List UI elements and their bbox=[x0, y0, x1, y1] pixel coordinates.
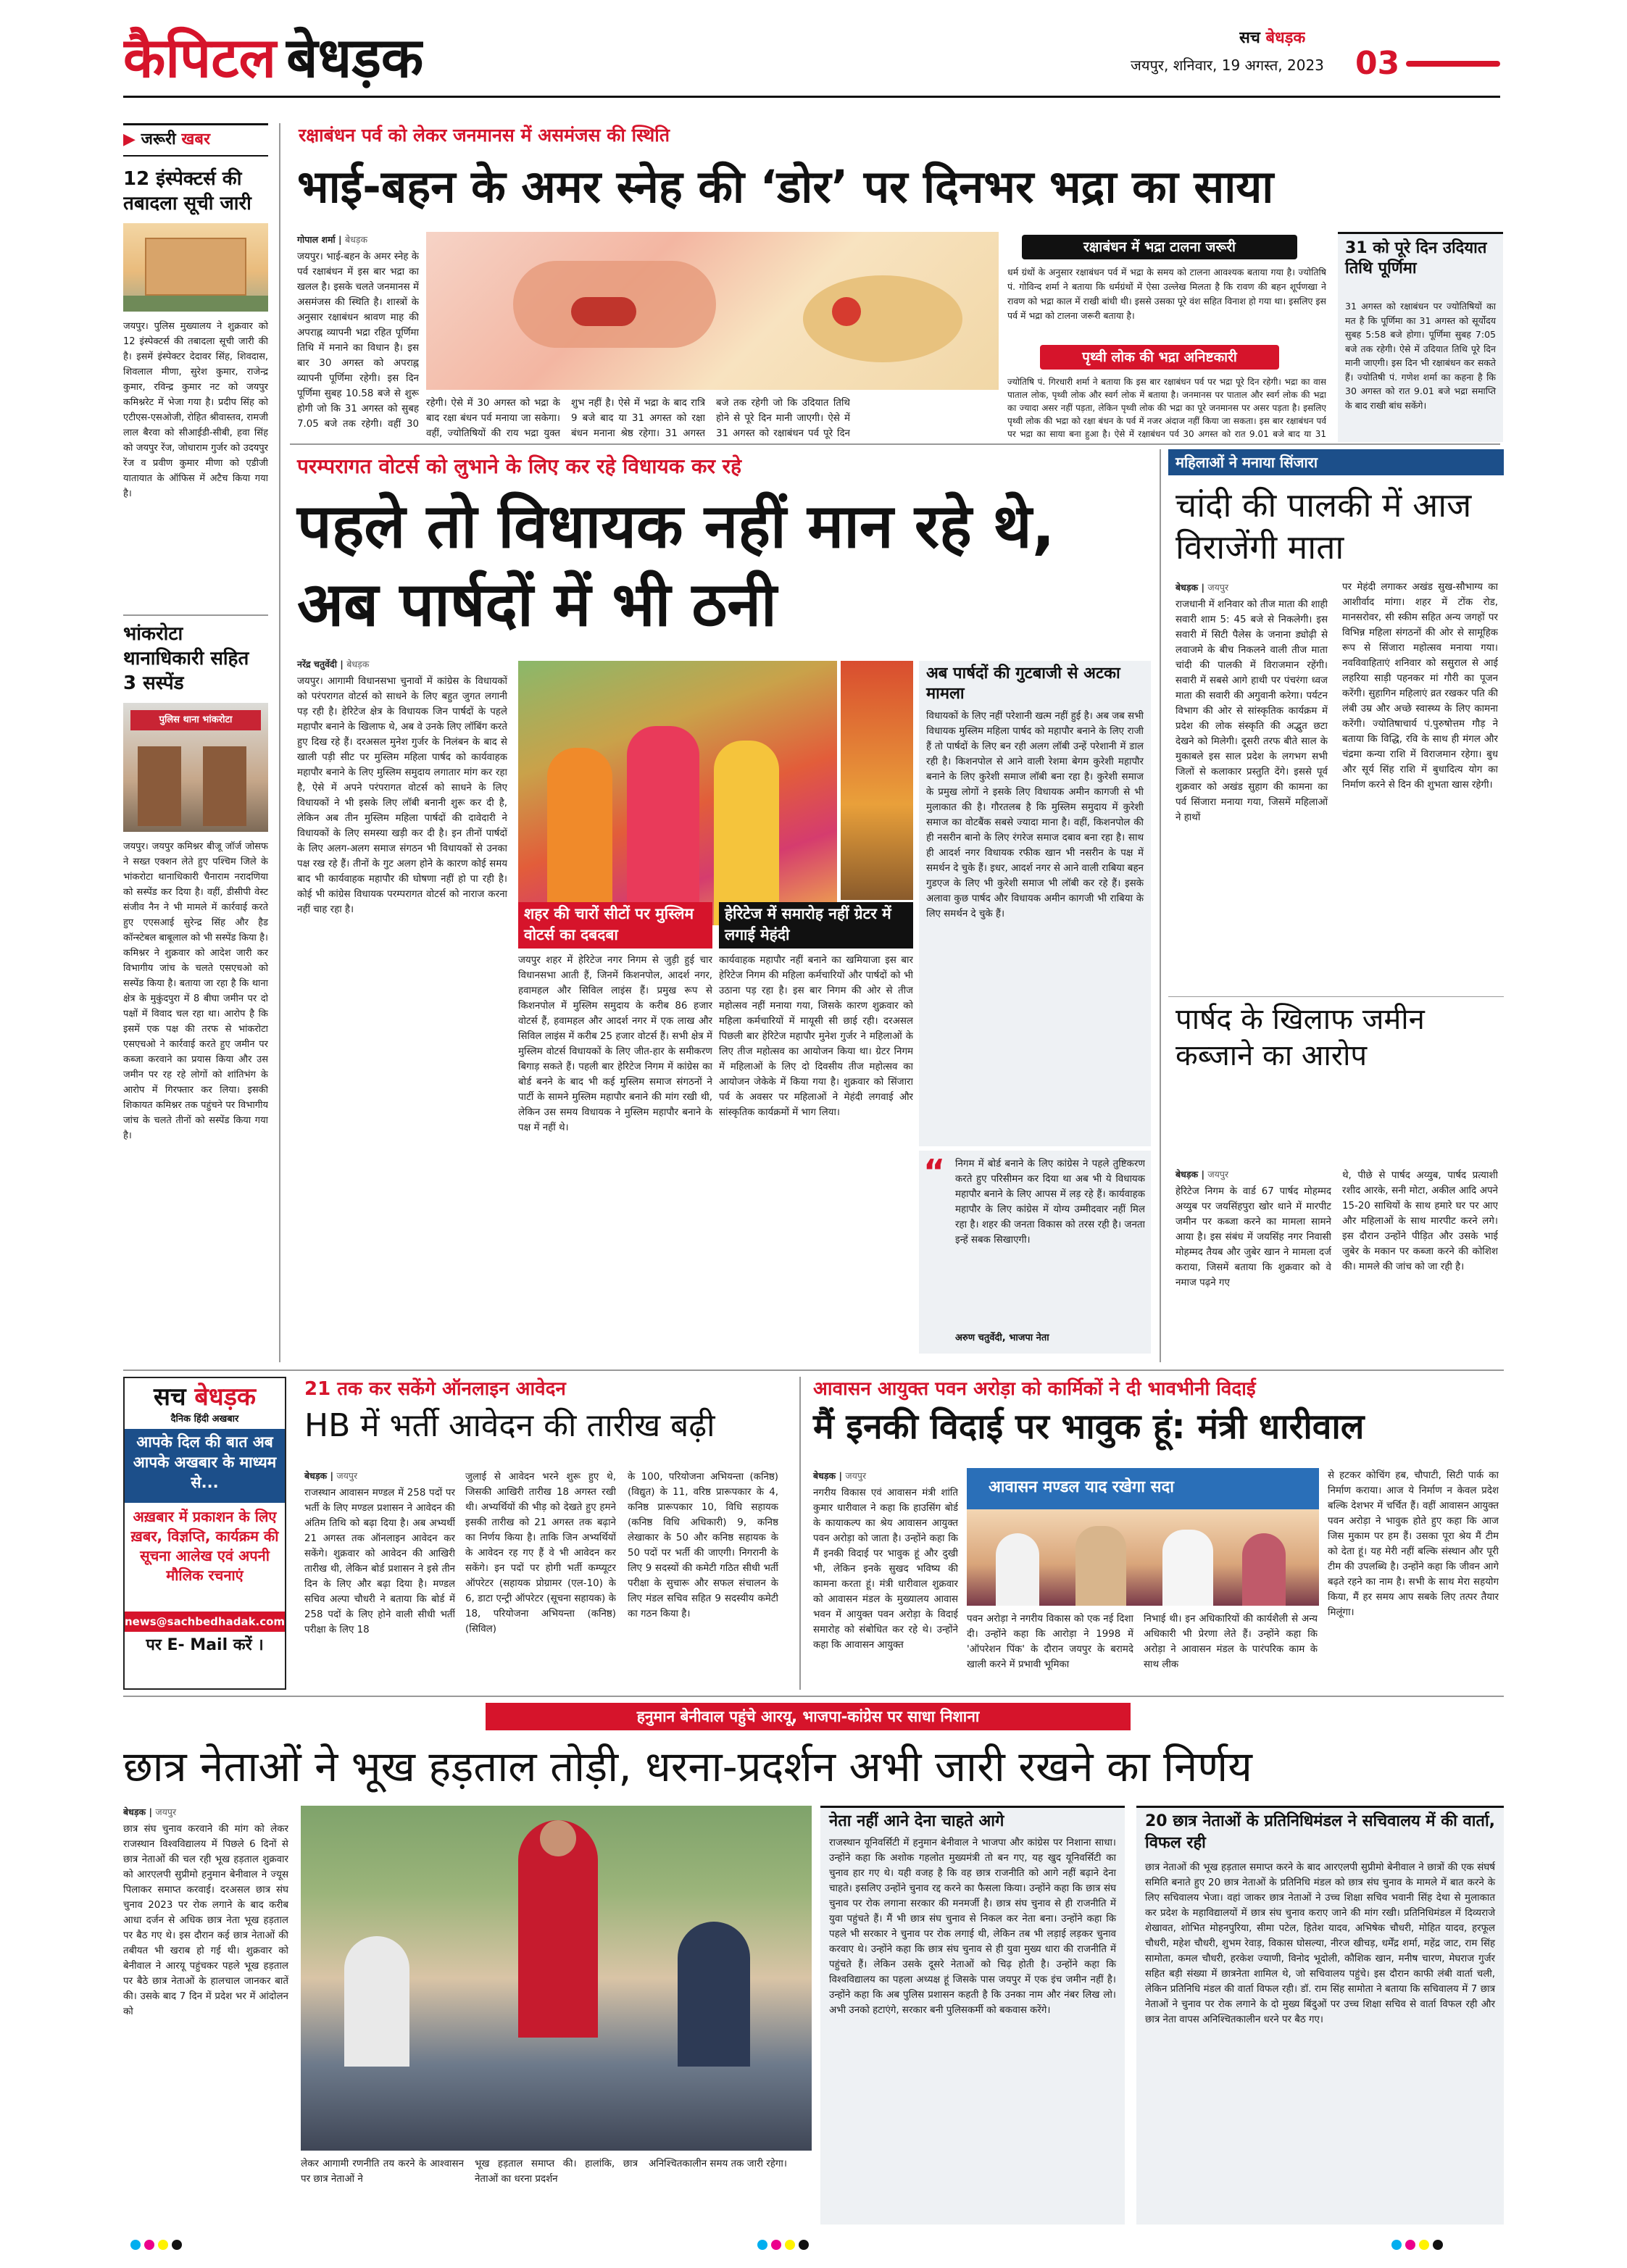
farewell-col1: नगरीय विकास एवं आवासन मंत्री शांति कुमार धारीवाल ने कहा कि हाउसिंग बोर्ड के कायाकल्प का श्रेय आवासन आयुक्त पवन अरोड़ा को जाता है। उन्होंने कहा कि मैं इनकी विदाई पर भावुक हूं और दुखी भी, लेकिन इनके सुखद भविष्य की कामना करता हूं। मंत्री धारीवाल शुक्रवार को आवासन मंडल के मुख्यालय आवास भवन में आयुक्त पवन अरोड़ा के विदाई समारोह को संबोधित कर रहे थे। उन्होंने कहा कि आवासन आयुक्त bbox=[813, 1488, 958, 1651]
votes-quote-box bbox=[919, 1151, 1151, 1354]
byline-name: बेधड़क bbox=[813, 1470, 836, 1481]
rakhi-side-body: 31 अगस्त को रक्षाबंधन पर ज्योतिषियों का मत है कि पूर्णिमा का 31 अगस्त को सूर्योदय सुबह 5:58 बजे होगा। पूर्णिमा सुबह 7:05 बजे तक रहेगी। ऐसे में उदियात तिथि पूरे दिन मानी जाएगी। इस दिन भी रक्षाबंधन कर सकते हैं। ज्योतिषी पं. गणेश शर्मा का कहना है कि 30 अगस्त को रात 9.01 बजे भद्रा समाप्ति के बाद राखी बांध सकेंगे। bbox=[1345, 301, 1496, 411]
byline-name: बेधड़क bbox=[1175, 1169, 1199, 1180]
rule-5 bbox=[123, 1696, 1504, 1697]
hb-story bbox=[297, 1377, 797, 1690]
byline-city: जयपुर bbox=[155, 1806, 177, 1817]
color-dots-right bbox=[1391, 2239, 1478, 2254]
promo-line1: आपके दिल की बात अब आपके अखबार के माध्यम से... bbox=[125, 1429, 285, 1503]
land-col2: थे, पीछे से पार्षद अय्युब, पार्षद प्रत्याशी रशीद आरके, सनी मोटा, अकील आदि अपने 15-20 साथियों के साथ हमारे घर पर आए और महिलाओं के साथ मारपीट करने लगे। इस दौरान उन्होंने पीड़ित और उसके भाई जुबेर के मकान पर कब्जा करने की कोशिश की। मामले की जांच को जा रही है। bbox=[1342, 1170, 1498, 1272]
land-story bbox=[1168, 1168, 1504, 1362]
votes-box bbox=[919, 661, 1151, 1146]
votes-photo-body1: जयपुर शहर में हेरिटेज नगर निगम से जुड़ी हुई चार विधानसभा आती हैं, जिनमें किशनपोल, आदर्श नगर, हवामहल और सिविल लाइंस हैं। प्रमुख रूप से किशनपोल में मुस्लिम समुदाय के करीब 86 हजार वोटर्स हैं, हवामहल और आदर्श नगर में एक लाख और सिविल लाइंस में करीब 25 हजार वोटर्स हैं। सभी क्षेत्र में मुस्लिम वोटर्स विधायकों के लिए जीत-हार के समीकरण बिगाड़ सकते हैं। पहली बार हेरिटेज निगम में कांग्रेस का बोर्ड बनने के बाद भी कई मुस्लिम समाज संगठनों ने पार्टी के सामने मुस्लिम महापौर बनाने की मांग रखी थी, लेकिन उस समय विधायक ने मुस्लिम महापौर बनाने के पक्ष में नहीं थे। bbox=[518, 955, 712, 1133]
rakhi-box1-title: रक्षाबंधन में भद्रा टालना जरूरी bbox=[1022, 235, 1297, 259]
byline-city: जयपुर bbox=[1207, 582, 1229, 593]
hb-kicker: 21 तक कर सकेंगे ऑनलाइन आवेदन bbox=[304, 1378, 566, 1400]
sidebar-story1-body: जयपुर। पुलिस मुख्यालय ने शुक्रवार को 12 इंस्पेक्टर्स की तबादला सूची जारी की है। इसमें इंस्पेक्टर देदावर सिंह, शिवदास, शिवलाल मीणा, सुरेश कुमार, राजेन्द्र कुमार, रविन्द्र कुमार नट को जयपुर कमिश्नरेट में भेजा गया है। प्रदीप सिंह को एटीएस-एसओजी, रोहित श्रीवास्तव, रामजी लाल बैरवा को सीआईडी-सीबी, हवा सिंह को जयपुर रेंज, जोधाराम गुर्जर को उदयपुर रेंज व प्रवीण कुमार मीणा को एडीजी यातायात के ऑफिस में अटैच किया गया है। bbox=[123, 321, 268, 499]
byline-paper: बेधड़क bbox=[346, 659, 370, 670]
sinjara-col2: पर मेहंदी लगाकर अखंड सुख-सौभाग्य का आशीर्वाद मांगा। शहर में टोंक रोड, मानसरोवर, सी स्कीम सहित अन्य जगहों पर विभिन्न महिला संगठनों की ओर से सामूहिक रूप से सिंजारा महोत्सव मनाया गया। नवविवाहिताएं शनिवार को ससुराल से आई लहरिया साड़ी पहनकर मां गौरी का पूजन करेंगी। सुहागिन महिलाएं व्रत रखकर पति की लंबी उम्र और अच्छे स्वास्थ्य के लिए कामना करेंगी। ज्योतिषाचार्य पं.पुरुषोत्तम गौड़ ने बताया कि विद्धि, रवि के साथ ही मंगल और चंद्रमा कन्या राशि में विराजमान रहेगा। बुध और सूर्य सिंह राशि में बुधादित्य योग का निर्माण करने से दिन की शुभता खास रहेगी। bbox=[1342, 582, 1498, 791]
rakhi-headline: भाई-बहन के अमर स्नेह की ‘डोर’ पर दिनभर भद्रा का साया bbox=[297, 160, 1274, 213]
quote-icon: “ bbox=[923, 1152, 946, 1191]
students-box2-body: छात्र नेताओं की भूख हड़ताल समाप्त करने के बाद आरएलपी सुप्रीमो बेनीवाल ने छात्रों की एक संघर्ष समिति बनाते हुए 20 छात्र नेताओं के प्रतिनिधि मंडल को छात्र संघ चुनाव के मामले में बात करने के लिए सचिवालय भेजा। वहां जाकर छात्र नेताओं ने उच्च शिक्षा सचिव भवानी सिंह देथा से मुलाकात कर प्रदेश के महाविद्यालयों में छात्र संघ चुनाव कराए जाने की मांग रखी। प्रतिनिधिमंडल में दिव्यराजे शेखावत, शोभित मोहनपुरिया, सीमा पटेल, हितेश यादव, अभिषेक चौधरी, मोहित यादव, हरफूल चौधरी, महेश चौधरी, शुभम रेवाड़, विकास घोसल्या, नीरज खीचड़, धर्मेंद्र शर्मा, महेंद्र जाट, राम सिंह सामोता, कमल चौधरी, हरकेश ज्याणी, विनोद भूदोली, कौशिक खान, मनीष चारण, मेघराज गुर्जर सहित बड़ी संख्या में छात्रनेता शामिल थे, जो सचिवालय पहुंचे। इस दौरान काफी लंबी वार्ता चली, लेकिन प्रतिनिधि मंडल की वार्ता विफल रही। डॉ. राम सिंह सामोता ने बताया कि सचिवालय में 7 छात्र नेताओं ने चुनाव पर रोक लगाने के दो मुख्य बिंदुओं पर उच्च शिक्षा सचिव से वार्ता विफल रही और छात्र नेता वापस अनिश्चितकालीन धरने पर बैठ गए। bbox=[1145, 1862, 1495, 2025]
teej-caption1-box bbox=[518, 902, 712, 949]
masthead-title-part1: कैपिटल bbox=[123, 25, 277, 90]
sinjara-byline: बेधड़क | जयपुर bbox=[1175, 582, 1229, 593]
students-col3: भूख हड़ताल समाप्त की। हालांकि, छात्र नेताओं का धरना प्रदर्शन bbox=[475, 2159, 638, 2185]
rule-2 bbox=[1160, 449, 1161, 1362]
sinjara-tag-label: महिलाओं ने मनाया सिंजारा bbox=[1175, 454, 1318, 471]
hb-col2: जुलाई से आवेदन भरने शुरू हुए थे, जिसकी आखिरी तारीख 18 अगस्त रखी थी। अभ्यर्थियों की भीड़ को देखते हुए हमने इसकी तारीख को 21 अगस्त तक बढ़ाने का निर्णय किया है। ताकि जिन अभ्यर्थियों के आवेदन रह गए हैं वे भी आवेदन कर सकेंगे। इन पदों पर होगी भर्ती कम्प्यूटर ऑपरेटर (सहायक प्रोग्रामर (एल-10) के 6, डाटा एन्ट्री ऑपरेटर (सूचना सहायक) के 18, परियोजना अभियन्ता (कनिष्ठ) (सिविल) bbox=[465, 1472, 616, 1635]
farewell-story bbox=[806, 1377, 1504, 1690]
land-byline: बेधड़क | जयपुर bbox=[1175, 1169, 1229, 1180]
students-kicker: हनुमान बेनीवाल पहुंचे आरयू, भाजपा-कांग्रेस पर साधा निशाना bbox=[486, 1703, 1131, 1730]
sidebar-header-prefix: जरूरी bbox=[141, 130, 176, 149]
students-col2: लेकर आगामी रणनीति तय करने के आश्वासन पर छात्र नेताओं ने bbox=[301, 2159, 464, 2185]
teej-photo-2 bbox=[841, 661, 913, 900]
rakhi-sidebox bbox=[1338, 232, 1503, 442]
sidebar-header-suffix: खबर bbox=[181, 130, 210, 149]
votes-kicker: परम्परागत वोटर्स को लुभाने के लिए कर रहे विधायक कर रहे bbox=[297, 454, 741, 478]
hb-byline: बेधड़क | जयपुर bbox=[304, 1470, 358, 1481]
students-headline: छात्र नेताओं ने भूख हड़ताल तोड़ी, धरना-प्रदर्शन अभी जारी रखने का निर्णय bbox=[123, 1742, 1252, 1791]
farewell-headline: मैं इनकी विदाई पर भावुक हूं: मंत्री धारीवाल bbox=[813, 1406, 1365, 1447]
teej-caption2-box bbox=[719, 902, 913, 949]
byline-name: बेधड़क bbox=[123, 1806, 146, 1817]
promo-email[interactable]: news@sachbedhadak.com bbox=[125, 1612, 285, 1632]
students-photo bbox=[301, 1806, 812, 2151]
hb-headline: HB में भर्ती आवेदन की तारीख बढ़ी bbox=[304, 1407, 715, 1444]
farewell-byline: बेधड़क | जयपुर bbox=[813, 1470, 867, 1481]
sidebar-story2-body: जयपुर। जयपुर कमिश्नर बीजू जॉर्ज जोसफ ने सख्त एक्शन लेते हुए पश्चिम जिले के भांकरोटा थानाधिकारी चैनाराम नरादणिया को सस्पेंड कर दिया है। वहीं, डीसीपी वेस्ट संजीव नैन ने भी मामले में कार्रवाई करते हुए एएसआई सुरेन्द्र सिंह और हैड कॉन्स्टेबल बाबूलाल को भी सस्पेंड किया है। कमिश्नर ने शुक्रवार को आदेश जारी कर विभागीय जांच के चलते एसएचओ को सस्पेंड किया है। बताया जा रहा है कि थाना क्षेत्र के मुकुंदपुरा में 8 बीघा जमीन पर दो पक्षों में विवाद चल रहा था। आरोप है कि इसमें एक पक्ष की तरफ से भांकरोटा एसएचओ ने कार्रवाई करते हुए जमीन पर कब्जा करवाने का प्रयास किया और उस जमीन पर रह रहे लोगों को शांतिभंग के आरोप में गिरफ्तार कर लिया। इसकी शिकायत कमिश्नर तक पहुंचने पर विभागीय जांच के चलते तीनों को सस्पेंड किया गया है। bbox=[123, 841, 268, 1141]
masthead-title bbox=[123, 22, 423, 94]
farewell-kicker: आवासन आयुक्त पवन अरोड़ा को कार्मिकों ने दी भावभीनी विदाई bbox=[813, 1378, 1256, 1400]
sidebar-header bbox=[123, 123, 268, 157]
police-hq-photo bbox=[123, 223, 268, 312]
farewell-col3: निभाई थी। इन अधिकारियों की कार्यशैली से अन्य अधिकारी भी प्रेरणा लेते हैं। उन्होंने कहा कि अरोड़ा ने आवासन मंडल के पारंपरिक काम के साथ लीक bbox=[1144, 1614, 1318, 1670]
students-box2-title: 20 छात्र नेताओं के प्रतिनिधिमंडल ने सचिवालय में की वार्ता, विफल रही bbox=[1145, 1812, 1496, 1852]
farewell-col2: पवन अरोड़ा ने नगरीय विकास को एक नई दिशा दी। उन्होंने कहा कि आरोड़ा ने 1998 में 'ऑपरेशन पिंक' के दौरान जयपुर के बरामदे खाली करने में प्रभावी भूमिका bbox=[967, 1614, 1133, 1670]
masthead bbox=[0, 0, 1627, 109]
sinjara-tag bbox=[1168, 449, 1504, 475]
rule-4 bbox=[799, 1377, 801, 1690]
page-number: 03 bbox=[1355, 45, 1400, 82]
byline-name: बेधड़क bbox=[304, 1470, 328, 1481]
byline-name: नरेंद्र चतुर्वेदी bbox=[297, 659, 337, 670]
police-station-photo bbox=[123, 703, 268, 832]
color-dots-center bbox=[757, 2239, 844, 2254]
votes-photo-caption1: शहर की चारों सीटों पर मुस्लिम वोटर्स का दबदबा bbox=[524, 905, 694, 943]
votes-quote: निगम में बोर्ड बनाने के लिए कांग्रेस ने पहले तुष्टिकरण करते हुए परिसीमन कर दिया था अब भी ये विधायक महापौर बनाने के लिए आपस में लड़ रहे हैं। कार्यवाहक महापौर के लिए कांग्रेस में योग्य उम्मीदवार नहीं मिल रहा है। शहर की जनता विकास को तरस रही है। जनता इन्हें सबक सिखाएगी। bbox=[955, 1159, 1145, 1246]
votes-quote-author: अरुण चतुर्वेदी, भाजपा नेता bbox=[955, 1333, 1049, 1343]
teej-photo bbox=[518, 661, 837, 925]
byline-city: जयपुर bbox=[336, 1470, 358, 1481]
promo-box bbox=[123, 1377, 286, 1690]
sidebar-story1-title: 12 इंस्पेक्टर्स की तबादला सूची जारी bbox=[123, 168, 251, 214]
rakhi-side-title: 31 को पूरे दिन उदियात तिथि पूर्णिमा bbox=[1345, 239, 1487, 278]
promo-brand1: सच bbox=[153, 1383, 186, 1412]
sidebar-rule bbox=[279, 123, 280, 1362]
dateline: जयपुर, शनिवार, 19 अगस्त, 2023 bbox=[1131, 57, 1324, 74]
students-byline: बेधड़क | जयपुर bbox=[123, 1806, 177, 1817]
byline-paper: बेधड़क bbox=[344, 234, 368, 245]
pen-decoration bbox=[1406, 61, 1500, 67]
students-box2 bbox=[1136, 1806, 1504, 2225]
hb-col3: के 100, परियोजना अभियन्ता (कनिष्ठ) (विद्युत) के 11, वरिष्ठ प्रारूपकार के 4, कनिष्ठ प्रारूपकार 10, विधि सहायक (कनिष्ठ विधि अधिकारी) 9, कनिष्ठ लेखाकार के 50 और कनिष्ठ सहायक के 50 पदों पर भर्ती की जाएगी। निगरानी के लिए 9 सदस्यों की कमेटी गठित सीधी भर्ती परीक्षा के सुचारू और सफल संचालन के लिए मंडल सचिव सहित 9 सदस्यीय कमेटी का गठन किया है। bbox=[628, 1472, 778, 1619]
byline-name: बेधड़क bbox=[1175, 582, 1199, 593]
promo-brand2: बेधड़क bbox=[194, 1383, 257, 1412]
rakhi-col2: रहेगी। ऐसे में 30 अगस्त को भद्रा के बाद रक्षा बंधन पर्व मनाया जा सकेगा। वहीं, ज्योतिषियों की राय भद्रा युक्त bbox=[426, 398, 560, 439]
rakhi-byline: गोपाल शर्मा | बेधड़क bbox=[297, 234, 368, 245]
votes-photo-body2: कार्यवाहक महापौर नहीं बनाने का खमियाजा इस बार हेरिटेज निगम की महिला कर्मचारियों और पार्षदों को भी उठाना पड़ रहा है। इस बार निगम की ओर से तीज महोत्सव नहीं मनाया गया, जिसके कारण शुक्रवार को महिला कर्मचारियों में मायूसी सी छाई रही। दरअसल पिछली बार हेरिटेज महापौर मुनेश गुर्जर ने महिलाओं के लिए तीज महोत्सव का आयोजन किया था। ग्रेटर निगम में महिलाओं के लिए दो दिवसीय तीज महोत्सव का आयोजन जेकेके में किया गया है। शुक्रवार को सिंजारा पर्व के अवसर पर महिलाओं ने मेहंदी लगवाई और सांस्कृतिक कार्यक्रमों में भाग लिया। bbox=[719, 955, 913, 1118]
sinjara-rule bbox=[1168, 996, 1504, 997]
byline-city: जयपुर bbox=[1207, 1169, 1229, 1180]
farewell-banner-text: आवासन मण्डल याद रखेगा सदा bbox=[989, 1478, 1174, 1496]
farewell-photo bbox=[967, 1468, 1319, 1606]
votes-headline: पहले तो विधायक नहीं मान रहे थे, अब पार्षदों में भी ठनी bbox=[297, 491, 1055, 640]
hb-col1: राजस्थान आवासन मण्डल में 258 पदों पर भर्ती के लिए मण्डल प्रशासन ने आवेदन की अंतिम तिथि को बढ़ा दिया है। अब अभ्यर्थी 21 अगस्त तक ऑनलाइन आवेदन कर सकेंगे। शुक्रवार को आवेदन की आखिरी तारीख थी, लेकिन बोर्ड प्रशासन ने इसे तीन दिन के लिए और बढ़ा दिया है। मण्डल सचिव अल्पा चौधरी ने बताया कि बोर्ड में 258 पदों के लिए होने वाली सीधी भर्ती परीक्षा के लिए 18 bbox=[304, 1488, 455, 1635]
rakhi-box2-body: ज्योतिषि पं. गिरधारी शर्मा ने बताया कि इस बार रक्षाबंधन पर्व पर भद्रा पूरे दिन रहेगी। भद्रा का वास पाताल लोक, पृथ्वी लोक और स्वर्ग लोक में बताया है। जनमानस पर पाताल और स्वर्ग लोक की भद्रा का ज्यादा असर नहीं पड़ता, लेकिन पृथ्वी लोक की भद्रा का पूरे जनमानस पर असर पड़ता है। इसलिए पृथ्वी लोक की भद्रा को रक्षा बंधन के पर्व में नजर अंदाज नहीं किया जा सकता। इस बार रक्षाबंधन पर्व पर भद्रा का साया बना हुआ है। ऐसे में रक्षाबंधन पर्व 30 अगस्त को रात 9.01 बजे बाद या 31 bbox=[1007, 377, 1326, 439]
votes-story bbox=[290, 449, 1156, 1362]
students-box1 bbox=[820, 1806, 1125, 2225]
sinjara-story bbox=[1168, 449, 1504, 1087]
police-station-sign: पुलिस थाना भांकरोटा bbox=[130, 710, 261, 730]
rakhi-col1: जयपुर। भाई-बहन के अमर स्नेह के पर्व रक्षाबंधन में इस बार भद्रा का खलल है। इसके चलते जनमानस में असमंजस की स्थिति है। शास्त्रों के अनुसार रक्षाबंधन श्रावण माह की अपराह्न व्यापनी भद्रा रहित पूर्णिमा तिथि में मनाने का विधान है। इस बार 30 अगस्त को अपराह्न व्यापनी पूर्णिमा रहेगी। इस दिन पूर्णिमा सुबह 10.58 बजे से शुरू होगी जो कि 31 अगस्त को सुबह 7.05 बजे तक रहेगी। वहीं 30 bbox=[297, 251, 419, 430]
students-box1-body: राजस्थान यूनिवर्सिटी में हनुमान बेनीवाल ने भाजपा और कांग्रेस पर निशाना साधा। उन्होंने कहा कि अशोक गहलोत मुख्यमंत्री तो बन गए, यह खुद यूनिवर्सिटी का चुनाव हार गए थे। यही वजह है कि वह छात्र राजनीति को आगे नहीं बढ़ाने देना चाहते। इसलिए उन्होंने चुनाव रद्द करने का फैसला किया। उन्होंने कहा कि छात्र संघ चुनाव पर रोक लगाना सरकार की मनमर्जी है। छात्र संघ चुनाव से ही राजनीति में युवा पहुंचते हैं। मैं भी छात्र संघ चुनाव से निकल कर नेता बना। उन्होंने कहा कि पहले भी सरकार ने चुनाव पर रोक लगाई थी, लेकिन तब भी लड़ाई लड़कर चुनाव करवाए थे। उन्होंने कहा कि छात्र संघ चुनाव से ही युवा मुख्य धारा की राजनीति में पहुंचते हैं। लेकिन उसके दूसरे नेताओं को चिढ़ होती है। उन्होंने कहा कि विश्वविद्यालय का पहला अध्यक्ष हूं जिसके पास जयपुर में एक इंच जमीन नहीं है। उन्होंने कहा कि अब पुलिस प्रशासन कहती है कि उनका नाम और नंबर लिख लो। अभी उनको हटाएंगे, सरकार बनी पुलिसकर्मी को बकवास करेंगे। bbox=[829, 1838, 1116, 2016]
rule-1 bbox=[290, 443, 1500, 445]
students-col4: अनिश्चितकालीन समय तक जारी रहेगा। bbox=[649, 2159, 787, 2169]
students-story bbox=[123, 1703, 1504, 2225]
brand-suffix: बेधड़क bbox=[1265, 29, 1306, 47]
promo-line2: अख़बार में प्रकाशन के लिए ख़बर, विज्ञप्ति, कार्यक्रम की सूचना आलेख एवं अपनी मौलिक रचनाएं bbox=[130, 1508, 279, 1584]
students-box1-title: नेता नहीं आने देना चाहते आगे bbox=[829, 1812, 1004, 1830]
promo-cta: पर E- Mail करें । bbox=[146, 1636, 264, 1654]
rakhi-story bbox=[290, 123, 1507, 442]
promo-brand bbox=[125, 1378, 285, 1412]
brand-prefix: सच bbox=[1239, 29, 1260, 47]
sinjara-col1: राजधानी में शनिवार को तीज माता की शाही सवारी शाम 5: 45 बजे से निकलेगी। इस सवारी में सिटी पैलेस के जनाना ड्योढ़ी से लवाजमे के बीच निकलने वाली तीज माता चांदी की पालकी में विराजमान रहेंगी। सवारी में सबसे आगे हाथी पर पंचरंगा ध्वज माता की सवारी की अगुवानी करेगा। पर्यटन विभाग की ओर से सांस्कृतिक कार्यक्रम में प्रदेश की लोक संस्कृति की अद्भुत छटा देखने को मिलेगी। दूसरी तरफ बीते साल के मुकाबले इस साल प्रदेश के लगभग सभी जिलों से कलाकार प्रस्तुति देंगे। इससे पूर्व शुक्रवार को अखंड सुहाग की कामना का पर्व सिंजारा मनाया गया, जिसमें महिलाओं ने हाथों bbox=[1175, 599, 1328, 823]
rakhi-kicker: रक्षाबंधन पर्व को लेकर जनमानस में असमंजस की स्थिति bbox=[299, 125, 670, 146]
land-col1: हेरिटेज निगम के वार्ड 67 पार्षद मोहम्मद अय्युब पर जयसिंहपुरा खोर थाने में मारपीट जमीन पर कब्जा करने का मामला सामने आया है। इस संबंध में जयसिंह नगर निवासी मोहम्मद तैयब और जुबेर खान ने मामला दर्ज कराया, जिसमें बताया कि शुक्रवार को वे नमाज पढ़ने गए bbox=[1175, 1186, 1331, 1288]
land-headline: पार्षद के खिलाफ जमीन कब्जाने का आरोप bbox=[1175, 1003, 1425, 1072]
sidebar-divider bbox=[123, 614, 268, 616]
votes-col1: जयपुर। आगामी विधानसभा चुनावों में कांग्रेस के विधायकों को परंपरागत वोटर्स को साधने के लिए बहुत जुगत लगानी पड़ रही है। हेरिटेज क्षेत्र के विधायक जिन पार्षदों के पहले महापौर बनाने के खिलाफ थे, अब वे उनके लिए लॉबिंग करते हुए दिख रहे हैं। दरअसल मुनेश गुर्जर के निलंबन के बाद से खाली पड़ी सीट पर मुस्लिम महिला पार्षद को कार्यवाहक महापौर बनाने के लिए मुस्लिम समुदाय लगातार मांग कर रहा है, ऐसे में अपने परंपरागत वोटर्स को साधने के लिए विधायकों ने भी इसके लिए लॉबी बनानी शुरू कर दी है, लेकिन अब तीन मुस्लिम महिला पार्षदों की दावेदारी ने विधायकों के लिए समस्या खड़ी कर दी है। इन तीनों पार्षदों के लिए अलग-अलग समाज संगठन भी विधायकों से उनका पक्ष रख रहे हैं। तीनों के गुट अलग होने के कारण कोई समय बाद भी कार्यवाहक महापौर की घोषणा नहीं हो पा रही है। कोई भी कांग्रेस विधायक परम्परागत वोटर्स को नाराज करना नहीं चाह रहा है। bbox=[297, 676, 507, 915]
votes-box-title: अब पार्षदों की गुटबाजी से अटका मामला bbox=[926, 664, 1120, 703]
rakhi-col3: शुभ नहीं है। ऐसे में भद्रा के बाद रात्रि 9 बजे बाद या 31 अगस्त को रक्षा बंधन मनाना श्रेष्ठ रहेगा। 31 अगस्त bbox=[571, 398, 705, 439]
rakhi-box2-title: पृथ्वी लोक की भद्रा अनिष्टकारी bbox=[1040, 345, 1279, 370]
byline-name: गोपाल शर्मा bbox=[297, 234, 336, 245]
rakhi-col4: बजे तक रहेगी जो कि उदियात तिथि होने से पूरे दिन मानी जाएगी। ऐसे में 31 अगस्त को रक्षाबंधन पर्व पूरे दिन bbox=[716, 398, 850, 439]
votes-byline: नरेंद्र चतुर्वेदी | बेधड़क bbox=[297, 659, 370, 670]
farewell-col4: से हटकर कोचिंग हब, चौपाटी, सिटी पार्क का निर्माण कराया। आज ये निर्माण न केवल प्रदेश बल्कि देशभर में चर्चित हैं। वहीं आवासन आयुक्त पवन अरोड़ा ने भावुक होते हुए कहा कि आज जिस मुकाम पर हम हैं। उसका पूरा श्रेय मैं टीम को देता हूं। यह मेरी नहीं बल्कि संस्थान और पूरी टीम की उपलब्धि है। उन्होंने कहा कि जीवन आगे बढ़ते रहने का नाम है। सभी के साथ मेरा सहयोग किया, मैं हर समय आप सबके लिए तत्पर तैयार मिलूंगा। bbox=[1328, 1470, 1499, 1618]
byline-city: जयपुर bbox=[845, 1470, 867, 1481]
sidebar-story2-title: भांकरोटा थानाधिकारी सहित 3 सस्पेंड bbox=[123, 623, 249, 694]
color-dots-left bbox=[130, 2239, 217, 2254]
sinjara-headline: चांदी की पालकी में आज विराजेंगी माता bbox=[1175, 485, 1472, 567]
students-col1: छात्र संघ चुनाव करवाने की मांग को लेकर राजस्थान विश्वविद्यालय में पिछले 6 दिनों से छात्र नेताओं की चल रही भूख हड़ताल शुक्रवार को आरएलपी सुप्रीमो हनुमान बेनीवाल ने ज्यूस पिलाकर समाप्त करवाई। दरअसल छात्र संघ चुनाव 2023 पर रोक लगाने के बाद करीब आधा दर्जन से अधिक छात्र नेता भूख हड़ताल पर बैठ गए थे। इस दौरान कई छात्र नेताओं की तबीयत भी खराब हो गई थी। शुक्रवार को बेनीवाल ने आरयू पहुंचकर पहले भूख हड़ताल पर बैठे छात्र नेताओं के हालचाल जानकर बातें की। उसके बाद 7 दिन में प्रदेश भर में आंदोलन को bbox=[123, 1824, 288, 2017]
votes-photo-caption2: हेरिटेज में समारोह नहीं ग्रेटर में लगाई मेहंदी bbox=[725, 905, 891, 943]
masthead-brand bbox=[1239, 26, 1305, 48]
rakhi-photo bbox=[426, 232, 999, 390]
promo-tagline: दैनिक हिंदी अखबार bbox=[170, 1414, 239, 1425]
masthead-rule bbox=[123, 96, 1500, 98]
arrow-icon: ▶ bbox=[123, 130, 136, 149]
sidebar bbox=[123, 123, 268, 1362]
masthead-title-part2: बेधड़क bbox=[286, 25, 424, 90]
rakhi-box1-body: धर्म ग्रंथों के अनुसार रक्षाबंधन पर्व में भद्रा के समय को टालना आवश्यक बताया गया है। ज्योतिषि पं. गोविन्द शर्मा ने बताया कि धर्मग्रंथों में ऐसा उल्लेख मिलता है कि रावण की बहन शूर्पणखा ने रावण को भद्रा काल में राखी बांधी थी। इससे उसका पूरे वंश सहित विनाश हो गया था। इसलिए इस पर्व में भद्रा को टालना जरूरी बताया है। bbox=[1007, 267, 1326, 321]
rule-3 bbox=[123, 1369, 1504, 1371]
votes-box-body: विधायकों के लिए नहीं परेशानी खत्म नहीं हुई है। अब जब सभी विधायक मुस्लिम महिला पार्षद को महापौर बनाने के लिए राजी हैं तो पार्षदों के लिए बन रही अलग लॉबी उन्हें परेशानी में डाल रही है। किशनपोल से आने वाली रेशमा बेगम कुरेशी महापौर बनाने के लिए कुरेशी समाज लॉबी बना रहा है। कुरेशी समाज के प्रमुख लोगों ने इसके लिए विधायक अमीन कागजी से भी मुलाकात की है। गौरतलब है कि मुस्लिम समुदाय में कुरेशी समाज का वोटबैंक सबसे ज्यादा माना है। वहीं, किशनपोल की ही नसरीन बानो के लिए रंगरेज समाज दबाव बना रहा है। साथ ही आदर्श नगर विधायक रफीक खान भी नसरीन के पक्ष में समर्थन दे चुके हैं। इधर, आदर्श नगर से आने वाली राबिया बहन गुडएज के लिए भी कुरेशी समाज भी लॉबी कर रहे हैं। इसके अलावा कुछ पार्षद और विधायक अमीन कागजी भी राबिया के लिए समर्थन दे चुके हैं। bbox=[926, 711, 1144, 920]
